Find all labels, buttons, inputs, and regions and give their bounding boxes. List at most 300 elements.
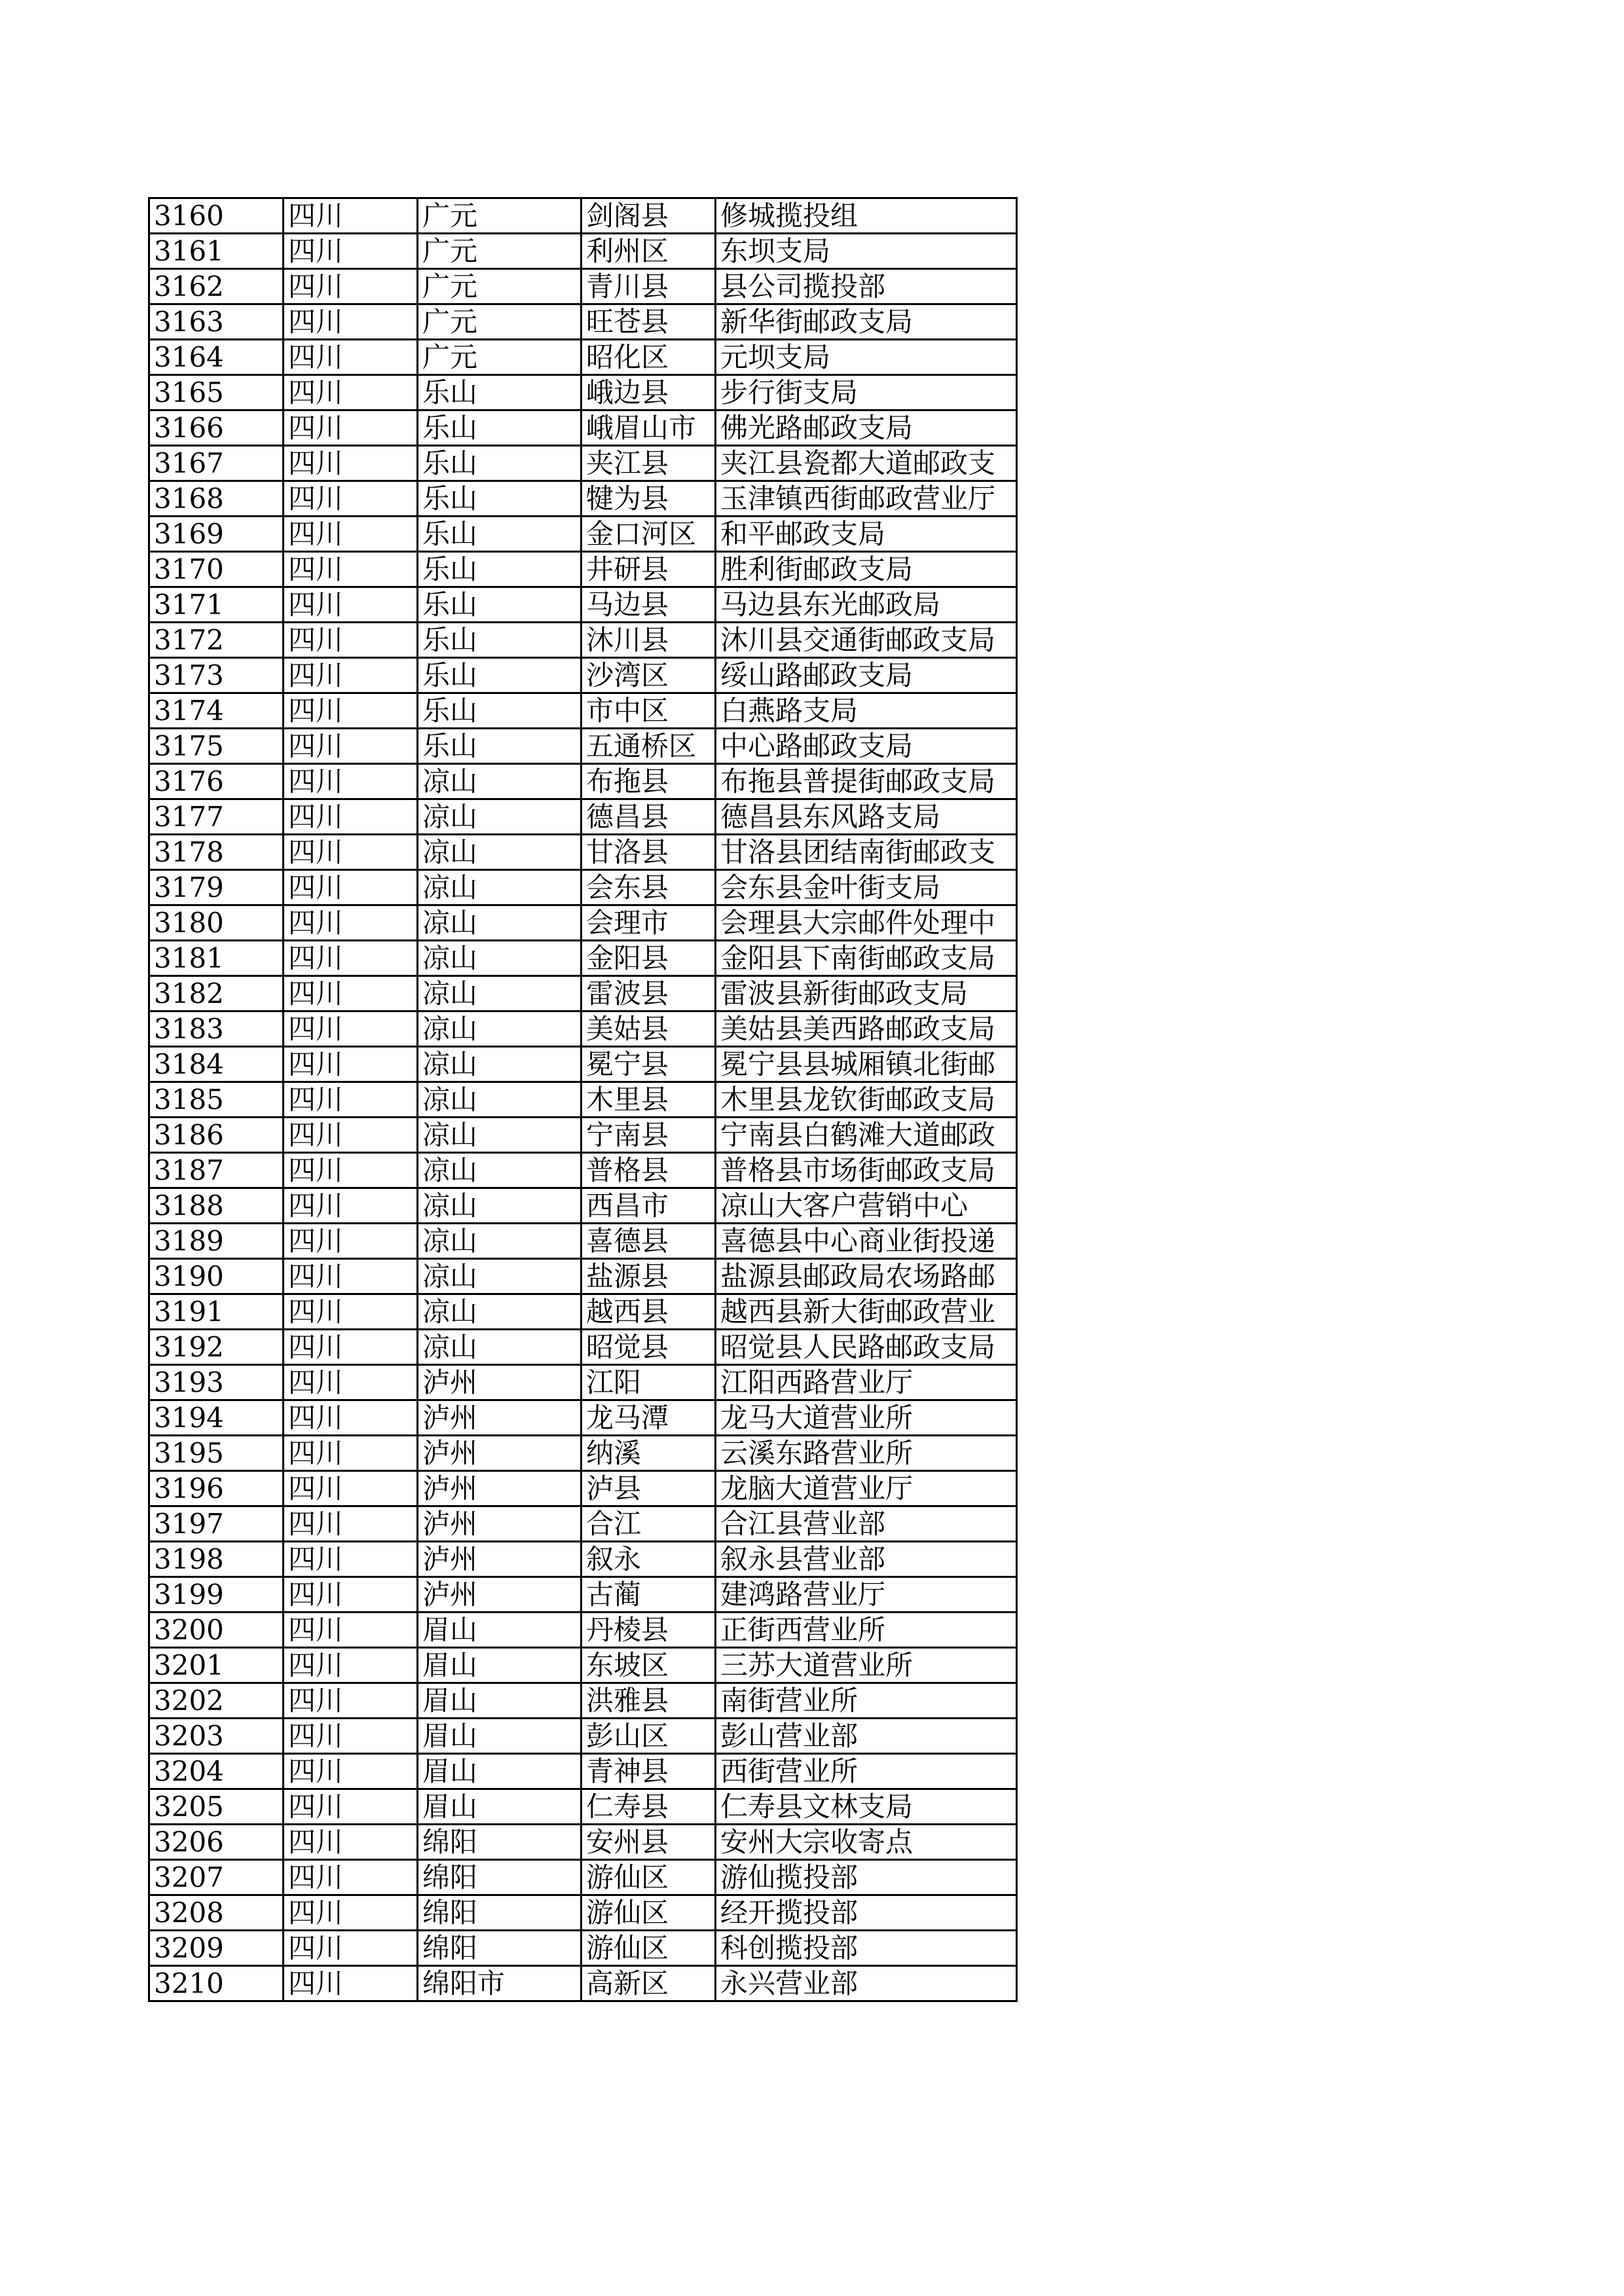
cell-office: 中心路邮政支局 [716,729,1017,764]
cell-province: 四川 [284,1506,418,1542]
table-row [149,1047,1017,1082]
cell-id: 3177 [149,799,284,835]
cell-county: 马边县 [581,587,716,623]
cell-id: 3191 [149,1294,284,1330]
cell-county: 剑阁县 [581,198,716,234]
cell-id: 3183 [149,1011,284,1047]
cell-county: 江阳 [581,1365,716,1400]
cell-province: 四川 [284,1330,418,1365]
cell-county: 彭山区 [581,1719,716,1754]
cell-id: 3179 [149,870,284,905]
cell-city: 凉山 [418,870,581,905]
cell-city: 眉山 [418,1648,581,1683]
cell-id: 3195 [149,1436,284,1471]
cell-province: 四川 [284,1365,418,1400]
cell-city: 乐山 [418,375,581,410]
cell-county: 游仙区 [581,1895,716,1931]
cell-office: 三苏大道营业所 [716,1648,1017,1683]
cell-id: 3186 [149,1118,284,1153]
table-row [149,1471,1017,1506]
cell-id: 3172 [149,623,284,658]
table-row [149,1860,1017,1895]
table-row [149,1577,1017,1613]
cell-office: 和平邮政支局 [716,517,1017,552]
cell-province: 四川 [284,340,418,375]
cell-county: 昭觉县 [581,1330,716,1365]
cell-county: 峨眉山市 [581,410,716,446]
cell-city: 凉山 [418,1330,581,1365]
table-row [149,1153,1017,1188]
cell-city: 凉山 [418,799,581,835]
cell-province: 四川 [284,658,418,693]
cell-office: 西街营业所 [716,1754,1017,1789]
cell-id: 3166 [149,410,284,446]
cell-id: 3201 [149,1648,284,1683]
cell-city: 乐山 [418,693,581,729]
cell-id: 3188 [149,1188,284,1224]
cell-id: 3192 [149,1330,284,1365]
table-row [149,1966,1017,2001]
table-row [149,1224,1017,1259]
table-row [149,1683,1017,1719]
cell-province: 四川 [284,1011,418,1047]
cell-city: 凉山 [418,1118,581,1153]
cell-province: 四川 [284,1471,418,1506]
table-row [149,1754,1017,1789]
cell-province: 四川 [284,1400,418,1436]
cell-office: 彭山营业部 [716,1719,1017,1754]
table-row [149,1330,1017,1365]
cell-city: 眉山 [418,1789,581,1825]
cell-province: 四川 [284,1860,418,1895]
cell-county: 会东县 [581,870,716,905]
cell-province: 四川 [284,375,418,410]
cell-id: 3199 [149,1577,284,1613]
cell-county: 古蔺 [581,1577,716,1613]
table-row [149,1506,1017,1542]
cell-province: 四川 [284,1719,418,1754]
cell-city: 广元 [418,304,581,340]
cell-city: 凉山 [418,1153,581,1188]
cell-county: 布拖县 [581,764,716,799]
cell-office: 凉山大客户营销中心 [716,1188,1017,1224]
data-table [148,197,1018,2002]
cell-office: 德昌县东风路支局 [716,799,1017,835]
cell-province: 四川 [284,693,418,729]
cell-office: 建鸿路营业厅 [716,1577,1017,1613]
cell-city: 绵阳 [418,1931,581,1966]
cell-province: 四川 [284,1789,418,1825]
cell-id: 3200 [149,1613,284,1648]
cell-county: 越西县 [581,1294,716,1330]
cell-city: 泸州 [418,1542,581,1577]
cell-id: 3198 [149,1542,284,1577]
cell-office: 经开揽投部 [716,1895,1017,1931]
table-row [149,304,1017,340]
cell-city: 凉山 [418,1047,581,1082]
cell-province: 四川 [284,1895,418,1931]
cell-county: 犍为县 [581,481,716,517]
cell-county: 会理市 [581,905,716,941]
cell-province: 四川 [284,1259,418,1294]
cell-county: 东坡区 [581,1648,716,1683]
cell-city: 乐山 [418,517,581,552]
cell-office: 昭觉县人民路邮政支局 [716,1330,1017,1365]
cell-id: 3194 [149,1400,284,1436]
cell-county: 丹棱县 [581,1613,716,1648]
cell-office: 江阳西路营业厅 [716,1365,1017,1400]
cell-province: 四川 [284,446,418,481]
cell-county: 龙马潭 [581,1400,716,1436]
cell-city: 泸州 [418,1506,581,1542]
cell-county: 盐源县 [581,1259,716,1294]
cell-office: 会东县金叶街支局 [716,870,1017,905]
cell-office: 县公司揽投部 [716,269,1017,304]
table-row [149,234,1017,269]
cell-id: 3204 [149,1754,284,1789]
cell-province: 四川 [284,1047,418,1082]
cell-id: 3206 [149,1825,284,1860]
cell-city: 乐山 [418,623,581,658]
cell-office: 会理县大宗邮件处理中 [716,905,1017,941]
cell-office: 布拖县普提街邮政支局 [716,764,1017,799]
table-row [149,1365,1017,1400]
cell-id: 3175 [149,729,284,764]
cell-id: 3168 [149,481,284,517]
cell-city: 凉山 [418,835,581,870]
cell-city: 泸州 [418,1365,581,1400]
cell-office: 步行街支局 [716,375,1017,410]
cell-id: 3193 [149,1365,284,1400]
table-row [149,623,1017,658]
cell-id: 3169 [149,517,284,552]
cell-office: 游仙揽投部 [716,1860,1017,1895]
cell-province: 四川 [284,1542,418,1577]
cell-city: 广元 [418,234,581,269]
cell-province: 四川 [284,835,418,870]
cell-office: 马边县东光邮政局 [716,587,1017,623]
cell-city: 乐山 [418,481,581,517]
cell-province: 四川 [284,870,418,905]
cell-id: 3208 [149,1895,284,1931]
cell-city: 泸州 [418,1577,581,1613]
cell-office: 东坝支局 [716,234,1017,269]
cell-province: 四川 [284,1966,418,2001]
cell-province: 四川 [284,198,418,234]
table-row [149,481,1017,517]
table-row [149,1613,1017,1648]
cell-county: 叙永 [581,1542,716,1577]
cell-province: 四川 [284,1683,418,1719]
cell-city: 眉山 [418,1719,581,1754]
table-row [149,1931,1017,1966]
cell-province: 四川 [284,410,418,446]
cell-county: 美姑县 [581,1011,716,1047]
cell-city: 广元 [418,269,581,304]
cell-office: 仁寿县文林支局 [716,1789,1017,1825]
table-row [149,198,1017,234]
cell-city: 眉山 [418,1613,581,1648]
cell-county: 青神县 [581,1754,716,1789]
table-row [149,552,1017,587]
table-row [149,269,1017,304]
cell-province: 四川 [284,941,418,976]
cell-city: 凉山 [418,1259,581,1294]
table-row [149,1188,1017,1224]
cell-city: 凉山 [418,976,581,1011]
table-row [149,1542,1017,1577]
table-row [149,1895,1017,1931]
cell-city: 绵阳 [418,1895,581,1931]
cell-id: 3189 [149,1224,284,1259]
cell-city: 绵阳 [418,1860,581,1895]
table-row [149,1648,1017,1683]
table-row [149,658,1017,693]
cell-county: 西昌市 [581,1188,716,1224]
table-row [149,870,1017,905]
table-row [149,693,1017,729]
cell-province: 四川 [284,552,418,587]
cell-office: 绥山路邮政支局 [716,658,1017,693]
table-row [149,799,1017,835]
cell-province: 四川 [284,1577,418,1613]
cell-county: 仁寿县 [581,1789,716,1825]
table-row [149,1789,1017,1825]
cell-province: 四川 [284,587,418,623]
cell-office: 金阳县下南街邮政支局 [716,941,1017,976]
cell-county: 市中区 [581,693,716,729]
cell-county: 金阳县 [581,941,716,976]
cell-province: 四川 [284,481,418,517]
cell-office: 安州大宗收寄点 [716,1825,1017,1860]
cell-id: 3184 [149,1047,284,1082]
cell-county: 冕宁县 [581,1047,716,1082]
cell-id: 3207 [149,1860,284,1895]
cell-city: 凉山 [418,1082,581,1118]
cell-city: 泸州 [418,1436,581,1471]
table-body [149,198,1017,2001]
cell-city: 凉山 [418,1188,581,1224]
cell-city: 乐山 [418,729,581,764]
cell-county: 旺苍县 [581,304,716,340]
cell-city: 乐山 [418,446,581,481]
cell-county: 泸县 [581,1471,716,1506]
cell-id: 3176 [149,764,284,799]
cell-province: 四川 [284,1825,418,1860]
cell-id: 3180 [149,905,284,941]
cell-office: 新华街邮政支局 [716,304,1017,340]
cell-id: 3182 [149,976,284,1011]
cell-county: 金口河区 [581,517,716,552]
cell-county: 甘洛县 [581,835,716,870]
cell-id: 3161 [149,234,284,269]
cell-office: 夹江县瓷都大道邮政支 [716,446,1017,481]
cell-office: 雷波县新街邮政支局 [716,976,1017,1011]
cell-province: 四川 [284,729,418,764]
cell-province: 四川 [284,1082,418,1118]
cell-province: 四川 [284,517,418,552]
cell-id: 3170 [149,552,284,587]
table-row [149,976,1017,1011]
cell-county: 五通桥区 [581,729,716,764]
cell-province: 四川 [284,799,418,835]
cell-county: 沐川县 [581,623,716,658]
cell-city: 乐山 [418,410,581,446]
cell-city: 凉山 [418,1011,581,1047]
table-row [149,835,1017,870]
cell-id: 3210 [149,1966,284,2001]
cell-id: 3165 [149,375,284,410]
cell-id: 3164 [149,340,284,375]
table-row [149,375,1017,410]
cell-county: 德昌县 [581,799,716,835]
table-row [149,1011,1017,1047]
cell-id: 3205 [149,1789,284,1825]
cell-city: 凉山 [418,1224,581,1259]
cell-office: 科创揽投部 [716,1931,1017,1966]
cell-city: 凉山 [418,905,581,941]
cell-city: 绵阳市 [418,1966,581,2001]
cell-id: 3190 [149,1259,284,1294]
cell-office: 越西县新大街邮政营业 [716,1294,1017,1330]
cell-office: 沐川县交通街邮政支局 [716,623,1017,658]
table-row [149,1436,1017,1471]
table-row [149,1082,1017,1118]
cell-id: 3174 [149,693,284,729]
cell-id: 3173 [149,658,284,693]
table-row [149,1400,1017,1436]
cell-county: 喜德县 [581,1224,716,1259]
cell-city: 泸州 [418,1471,581,1506]
cell-id: 3171 [149,587,284,623]
table-row [149,764,1017,799]
table-row [149,340,1017,375]
cell-id: 3163 [149,304,284,340]
cell-id: 3185 [149,1082,284,1118]
cell-id: 3178 [149,835,284,870]
cell-county: 木里县 [581,1082,716,1118]
cell-province: 四川 [284,905,418,941]
cell-office: 云溪东路营业所 [716,1436,1017,1471]
cell-county: 井研县 [581,552,716,587]
cell-office: 元坝支局 [716,340,1017,375]
cell-office: 喜德县中心商业街投递 [716,1224,1017,1259]
cell-office: 永兴营业部 [716,1966,1017,2001]
cell-city: 凉山 [418,1294,581,1330]
cell-county: 游仙区 [581,1931,716,1966]
cell-office: 叙永县营业部 [716,1542,1017,1577]
cell-province: 四川 [284,1931,418,1966]
cell-province: 四川 [284,1224,418,1259]
cell-county: 合江 [581,1506,716,1542]
cell-county: 高新区 [581,1966,716,2001]
cell-city: 绵阳 [418,1825,581,1860]
cell-id: 3196 [149,1471,284,1506]
cell-office: 盐源县邮政局农场路邮 [716,1259,1017,1294]
cell-county: 昭化区 [581,340,716,375]
table-row [149,446,1017,481]
cell-city: 凉山 [418,764,581,799]
table-row [149,517,1017,552]
cell-office: 佛光路邮政支局 [716,410,1017,446]
cell-province: 四川 [284,1188,418,1224]
cell-province: 四川 [284,1436,418,1471]
cell-city: 广元 [418,340,581,375]
cell-city: 凉山 [418,941,581,976]
cell-id: 3197 [149,1506,284,1542]
table-row [149,410,1017,446]
cell-city: 眉山 [418,1754,581,1789]
cell-city: 眉山 [418,1683,581,1719]
cell-id: 3202 [149,1683,284,1719]
table-row [149,1118,1017,1153]
table-row [149,729,1017,764]
cell-county: 游仙区 [581,1860,716,1895]
table-row [149,905,1017,941]
cell-office: 胜利街邮政支局 [716,552,1017,587]
table-row [149,587,1017,623]
table-row [149,1259,1017,1294]
table-row [149,941,1017,976]
cell-city: 乐山 [418,552,581,587]
cell-id: 3187 [149,1153,284,1188]
cell-city: 乐山 [418,587,581,623]
cell-office: 修城揽投组 [716,198,1017,234]
cell-county: 普格县 [581,1153,716,1188]
cell-office: 木里县龙钦街邮政支局 [716,1082,1017,1118]
cell-office: 合江县营业部 [716,1506,1017,1542]
cell-county: 沙湾区 [581,658,716,693]
cell-province: 四川 [284,1294,418,1330]
cell-province: 四川 [284,1648,418,1683]
cell-province: 四川 [284,1153,418,1188]
cell-county: 青川县 [581,269,716,304]
table-row [149,1294,1017,1330]
cell-id: 3167 [149,446,284,481]
cell-province: 四川 [284,976,418,1011]
cell-county: 洪雅县 [581,1683,716,1719]
table-row [149,1825,1017,1860]
cell-office: 宁南县白鹤滩大道邮政 [716,1118,1017,1153]
cell-office: 甘洛县团结南街邮政支 [716,835,1017,870]
cell-office: 南街营业所 [716,1683,1017,1719]
cell-province: 四川 [284,234,418,269]
cell-id: 3162 [149,269,284,304]
cell-county: 夹江县 [581,446,716,481]
cell-county: 宁南县 [581,1118,716,1153]
cell-province: 四川 [284,304,418,340]
cell-city: 泸州 [418,1400,581,1436]
cell-office: 冕宁县县城厢镇北街邮 [716,1047,1017,1082]
cell-province: 四川 [284,1754,418,1789]
cell-office: 玉津镇西街邮政营业厅 [716,481,1017,517]
cell-id: 3160 [149,198,284,234]
cell-province: 四川 [284,1613,418,1648]
cell-id: 3209 [149,1931,284,1966]
cell-province: 四川 [284,269,418,304]
cell-id: 3203 [149,1719,284,1754]
cell-office: 美姑县美西路邮政支局 [716,1011,1017,1047]
cell-city: 乐山 [418,658,581,693]
cell-office: 白燕路支局 [716,693,1017,729]
cell-county: 安州县 [581,1825,716,1860]
cell-county: 雷波县 [581,976,716,1011]
cell-office: 龙脑大道营业厅 [716,1471,1017,1506]
cell-office: 普格县市场街邮政支局 [716,1153,1017,1188]
cell-city: 广元 [418,198,581,234]
table-row [149,1719,1017,1754]
cell-id: 3181 [149,941,284,976]
